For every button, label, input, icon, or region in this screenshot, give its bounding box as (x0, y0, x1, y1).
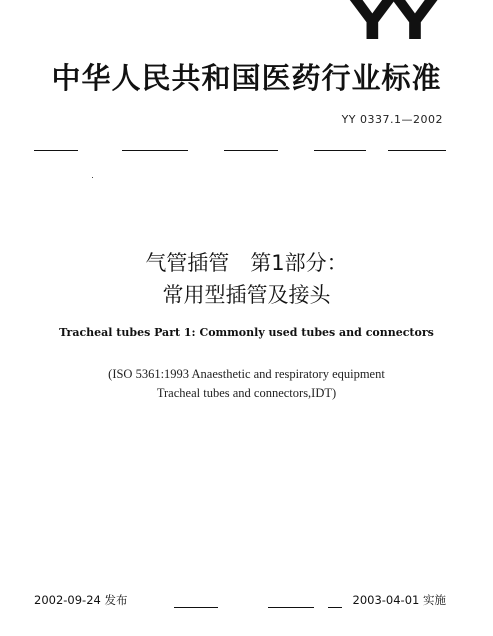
divider-segment (122, 150, 188, 151)
implementation-date: 2003-04-01 实施 (352, 593, 446, 607)
footer-dates (34, 592, 446, 612)
scan-dot (92, 177, 93, 178)
title-en: Tracheal tubes Part 1: Commonly used tubes and connectors (59, 326, 434, 339)
divider-segment (314, 150, 366, 151)
divider-segment (224, 150, 278, 151)
title-cn-line1: 气管插管 第1部分： (145, 251, 348, 275)
equivalence-line2: Tracheal tubes and connectors,IDT) (156, 386, 337, 400)
equivalence-line1: (ISO 5361:1993 Anaesthetic and respiratory equipment (108, 367, 385, 381)
header-divider (34, 150, 446, 152)
footer-divider-segment (174, 607, 218, 608)
footer-divider-segment (328, 607, 342, 608)
footer-divider-segment (268, 607, 314, 608)
release-date: 2002-09-24 发布 (34, 593, 128, 607)
divider-segment (34, 150, 78, 151)
title-cn-line2: 常用型插管及接头 (162, 283, 331, 307)
standard-category-title: 中华人民共和国医药行业标准 (51, 61, 442, 95)
divider-segment (388, 150, 446, 151)
standard-number: YY 0337.1—2002 (341, 113, 443, 126)
yy-logo: YY (349, 0, 435, 52)
